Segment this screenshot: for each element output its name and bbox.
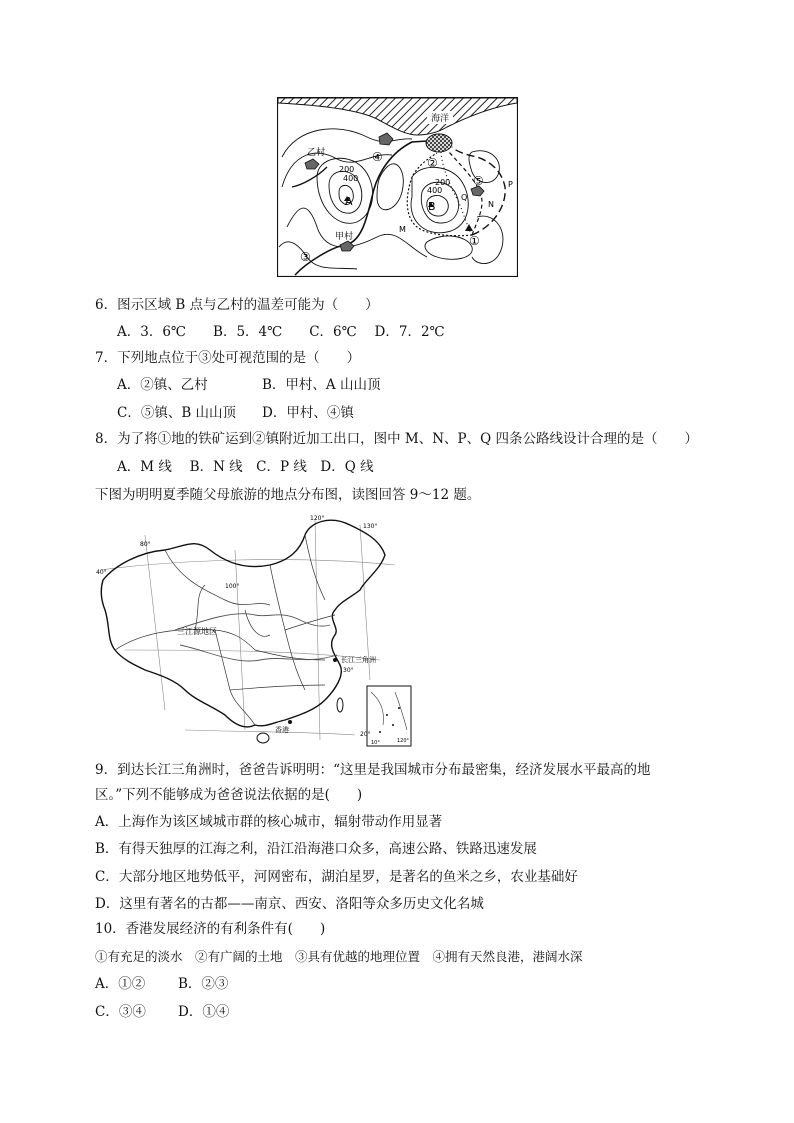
label-n1: ①: [469, 234, 480, 248]
label-lon-100: 100°: [225, 583, 240, 590]
label-peak-b: B: [428, 200, 436, 213]
label-n3: ③: [300, 250, 311, 264]
q10-conditions: ①有充足的淡水 ②有广阔的土地 ③具有优越的地理位置 ④拥有天然良港，港阔水深: [95, 949, 583, 964]
label-hongkong: 香港: [275, 726, 289, 734]
label-lat-40: 40°: [96, 569, 107, 576]
q10-option-d: D．①④: [178, 1004, 230, 1020]
label-route-p: P: [508, 180, 513, 189]
taiwan-island: [337, 698, 343, 712]
contour-map: [277, 97, 518, 277]
q10-option-a: A．①②: [95, 976, 146, 992]
label-n5: ⑤: [473, 174, 484, 188]
label-changjiang: 长江三角洲: [341, 656, 376, 664]
hongkong-marker: [288, 720, 292, 724]
q7-option-b: B．甲村、A 山山顶: [262, 377, 381, 393]
label-lon-80: 80°: [140, 541, 151, 548]
q6-options: A．3．6℃ B．5．4℃ C．6℃ D．7．2℃: [117, 324, 445, 340]
label-contour-400-a: 400: [343, 174, 359, 183]
label-route-n: N: [488, 200, 494, 209]
label-village-jia: 甲村: [335, 232, 354, 242]
china-map: [95, 510, 415, 750]
ocean-label: 海洋: [430, 114, 450, 124]
contour-map-figure: [277, 97, 518, 277]
q10-option-c: C．③④: [95, 1004, 146, 1020]
q7-option-a: A．②镇、乙村: [117, 377, 208, 393]
q10-stem: 10．香港发展经济的有利条件有( ): [95, 921, 326, 937]
q9-stem-line1: 9．到达长江三角洲时，爸爸告诉明明：“这里是我国城市分布最密集，经济发展水平最高的地: [95, 762, 651, 778]
intro-9-12: 下图为明明夏季随父母旅游的地点分布图，读图回答 9～12 题。: [95, 487, 481, 503]
label-lon-130: 130°: [363, 523, 378, 530]
q9-option-a: A．上海作为该区域城市群的核心城市，辐射带动作用显著: [95, 814, 443, 830]
q8-stem: 8．为了将①地的铁矿运到②镇附近加工出口，图中 M、N、P、Q 四条公路线设计合理的是（ ）: [95, 431, 698, 447]
hainan-island: [257, 733, 269, 743]
q9-stem-line2: 区。”下列不能够成为爸爸说法依据的是( ): [95, 787, 363, 803]
label-sanjiangyuan: 三江源地区: [177, 627, 217, 636]
q6-stem: 6．图示区域 B 点与乙村的温差可能为（ ）: [95, 297, 379, 313]
changjiang-marker: [333, 658, 337, 662]
q9-option-d: D．这里有著名的古都——南京、西安、洛阳等众多历史文化名城: [95, 896, 484, 912]
q7-stem: 7．下列地点位于③处可视范围的是（ ）: [95, 350, 361, 366]
label-peak-a: A: [345, 195, 353, 208]
label-village-yi: 乙村: [307, 148, 326, 158]
q10-option-b: B．②③: [178, 976, 229, 992]
q9-option-b: B．有得天独厚的江海之利，沿江沿海港口众多，高速公路、铁路迅速发展: [95, 841, 537, 857]
label-contour-200-b: 200: [435, 178, 451, 187]
label-lon-120: 120°: [310, 515, 325, 522]
q8-options: A．M 线 B．N 线 C．P 线 D．Q 线: [117, 459, 374, 475]
label-inset-lat: 10°: [371, 740, 380, 746]
town-2-area: [426, 134, 452, 152]
south-sea-inset: [367, 686, 411, 746]
label-n2: ②: [427, 156, 438, 170]
label-contour-200-a: 200: [339, 165, 355, 174]
china-map-figure: [95, 510, 415, 750]
label-contour-400-b: 400: [427, 186, 443, 195]
label-route-q: Q: [461, 193, 468, 202]
q9-option-c: C．大部分地区地势低平，河网密布，湖泊星罗，是著名的鱼米之乡，农业基础好: [95, 869, 578, 885]
label-inset-lon: 120°: [397, 738, 410, 744]
q7-option-c: C．⑤镇、B 山山顶: [117, 405, 237, 421]
label-n4: ④: [372, 150, 383, 164]
q7-option-d: D．甲村、④镇: [262, 405, 354, 421]
label-route-m: M: [399, 225, 406, 234]
label-lat-30: 30°: [343, 667, 354, 674]
label-lat-20: 20°: [360, 731, 371, 738]
